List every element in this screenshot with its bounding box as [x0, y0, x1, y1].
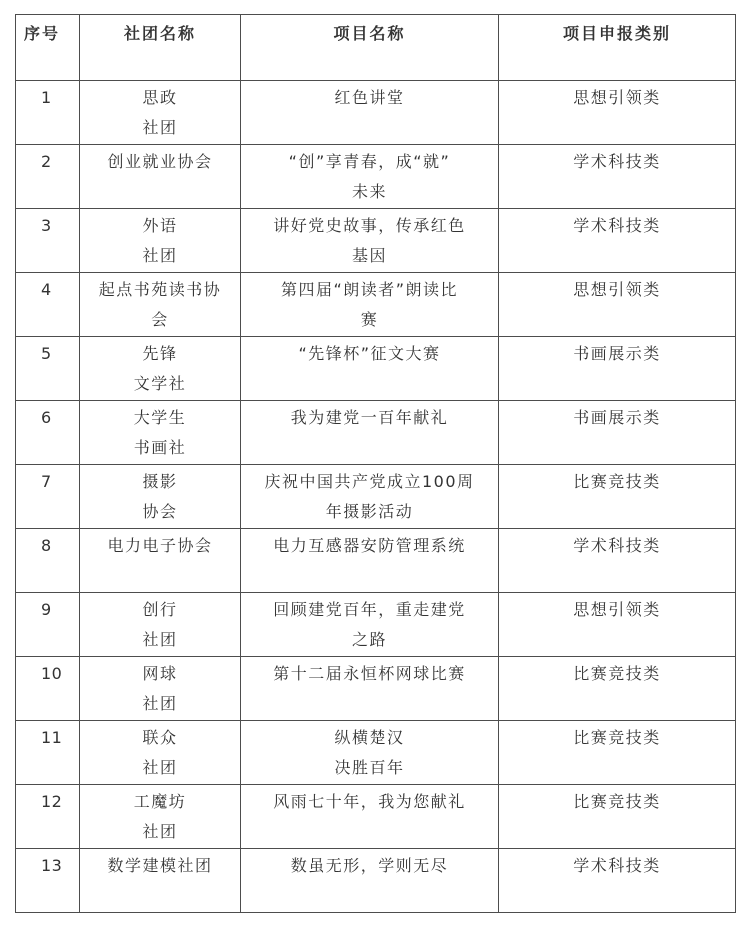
table-body — [16, 81, 736, 913]
cell-index: 5 — [16, 337, 80, 401]
table-row — [16, 145, 736, 209]
table-row — [16, 849, 736, 913]
project-name-line: 决胜百年 — [334, 758, 405, 777]
cell-club-name — [80, 721, 241, 785]
cell-project-name — [241, 721, 499, 785]
project-name-line: “先锋杯”征文大赛 — [298, 344, 441, 363]
project-name-line: 未来 — [351, 182, 387, 201]
header-project: 项目名称 — [241, 15, 499, 81]
cell-index: 6 — [16, 401, 80, 465]
club-name-line: 先锋 — [142, 344, 178, 363]
cell-index: 9 — [16, 593, 80, 657]
table-row — [16, 337, 736, 401]
cell-category: 比赛竞技类 — [499, 465, 736, 529]
cell-project-name — [241, 465, 499, 529]
cell-project-name — [241, 273, 499, 337]
project-name-line: 纵横楚汉 — [334, 728, 405, 747]
cell-project-name — [241, 657, 499, 721]
club-name-line: 文学社 — [133, 374, 187, 393]
project-name-line: 基因 — [351, 246, 387, 265]
club-name-line: 书画社 — [133, 438, 187, 457]
cell-club-name — [80, 529, 241, 593]
cell-project-name — [241, 145, 499, 209]
cell-club-name — [80, 849, 241, 913]
club-name-line: 工魔坊 — [133, 792, 187, 811]
cell-project-name — [241, 529, 499, 593]
club-name-line: 创业就业协会 — [107, 152, 213, 171]
cell-index: 10 — [16, 657, 80, 721]
project-table-wrapper — [15, 14, 736, 913]
project-name-line: 电力互感器安防管理系统 — [273, 536, 466, 555]
cell-category: 比赛竞技类 — [499, 721, 736, 785]
project-name-line: 风雨七十年，我为您献礼 — [273, 792, 466, 811]
cell-club-name — [80, 209, 241, 273]
cell-category: 比赛竞技类 — [499, 785, 736, 849]
cell-project-name — [241, 337, 499, 401]
project-name-line: 我为建党一百年献礼 — [290, 408, 449, 427]
cell-index: 4 — [16, 273, 80, 337]
club-name-line: 社团 — [142, 694, 178, 713]
cell-club-name — [80, 401, 241, 465]
cell-project-name — [241, 849, 499, 913]
project-name-line: 年摄影活动 — [325, 502, 414, 521]
club-name-line: 会 — [151, 310, 169, 329]
table-row — [16, 401, 736, 465]
cell-category: 思想引领类 — [499, 273, 736, 337]
cell-index: 8 — [16, 529, 80, 593]
table-row — [16, 721, 736, 785]
cell-club-name — [80, 785, 241, 849]
cell-category: 书画展示类 — [499, 401, 736, 465]
cell-project-name — [241, 81, 499, 145]
table-row — [16, 273, 736, 337]
cell-category: 比赛竞技类 — [499, 657, 736, 721]
table-header-row — [16, 15, 736, 81]
table-row — [16, 465, 736, 529]
club-name-line: 社团 — [142, 630, 178, 649]
cell-category: 思想引领类 — [499, 593, 736, 657]
club-name-line: 社团 — [142, 758, 178, 777]
project-name-line: 红色讲堂 — [334, 88, 405, 107]
project-name-line: 第四届“朗读者”朗读比 — [280, 280, 459, 299]
club-name-line: 社团 — [142, 118, 178, 137]
cell-category: 学术科技类 — [499, 209, 736, 273]
project-name-line: 之路 — [351, 630, 387, 649]
table-row — [16, 209, 736, 273]
table-row — [16, 529, 736, 593]
table-row — [16, 593, 736, 657]
header-index: 序号 — [16, 15, 80, 81]
club-name-line: 网球 — [142, 664, 178, 683]
table-row — [16, 785, 736, 849]
cell-project-name — [241, 785, 499, 849]
cell-project-name — [241, 209, 499, 273]
cell-category: 学术科技类 — [499, 529, 736, 593]
cell-category: 书画展示类 — [499, 337, 736, 401]
club-name-line: 社团 — [142, 822, 178, 841]
cell-category: 思想引领类 — [499, 81, 736, 145]
club-name-line: 摄影 — [142, 472, 178, 491]
cell-index: 11 — [16, 721, 80, 785]
cell-index: 12 — [16, 785, 80, 849]
project-name-line: 数虽无形，学则无尽 — [290, 856, 449, 875]
table-row — [16, 657, 736, 721]
cell-project-name — [241, 593, 499, 657]
cell-index: 3 — [16, 209, 80, 273]
club-name-line: 思政 — [142, 88, 178, 107]
cell-club-name — [80, 81, 241, 145]
cell-category: 学术科技类 — [499, 849, 736, 913]
club-name-line: 外语 — [142, 216, 178, 235]
project-name-line: 庆祝中国共产党成立100周 — [264, 472, 475, 491]
cell-club-name — [80, 465, 241, 529]
club-name-line: 协会 — [142, 502, 178, 521]
cell-club-name — [80, 657, 241, 721]
project-name-line: 讲好党史故事，传承红色 — [273, 216, 466, 235]
cell-club-name — [80, 145, 241, 209]
header-category: 项目申报类别 — [499, 15, 736, 81]
club-name-line: 社团 — [142, 246, 178, 265]
cell-index: 13 — [16, 849, 80, 913]
cell-club-name — [80, 593, 241, 657]
cell-club-name — [80, 337, 241, 401]
project-name-line: 回顾建党百年，重走建党 — [273, 600, 466, 619]
cell-club-name — [80, 273, 241, 337]
club-name-line: 电力电子协会 — [107, 536, 213, 555]
project-table — [15, 14, 736, 913]
cell-index: 7 — [16, 465, 80, 529]
club-name-line: 起点书苑读书协 — [98, 280, 222, 299]
club-name-line: 创行 — [142, 600, 178, 619]
project-name-line: 第十二届永恒杯网球比赛 — [273, 664, 466, 683]
cell-index: 2 — [16, 145, 80, 209]
header-club: 社团名称 — [80, 15, 241, 81]
table-row — [16, 81, 736, 145]
cell-category: 学术科技类 — [499, 145, 736, 209]
project-name-line: 赛 — [360, 310, 379, 329]
cell-index: 1 — [16, 81, 80, 145]
club-name-line: 大学生 — [133, 408, 187, 427]
club-name-line: 数学建模社团 — [107, 856, 213, 875]
club-name-line: 联众 — [142, 728, 178, 747]
project-name-line: “创”享青春，成“就” — [288, 152, 451, 171]
cell-project-name — [241, 401, 499, 465]
